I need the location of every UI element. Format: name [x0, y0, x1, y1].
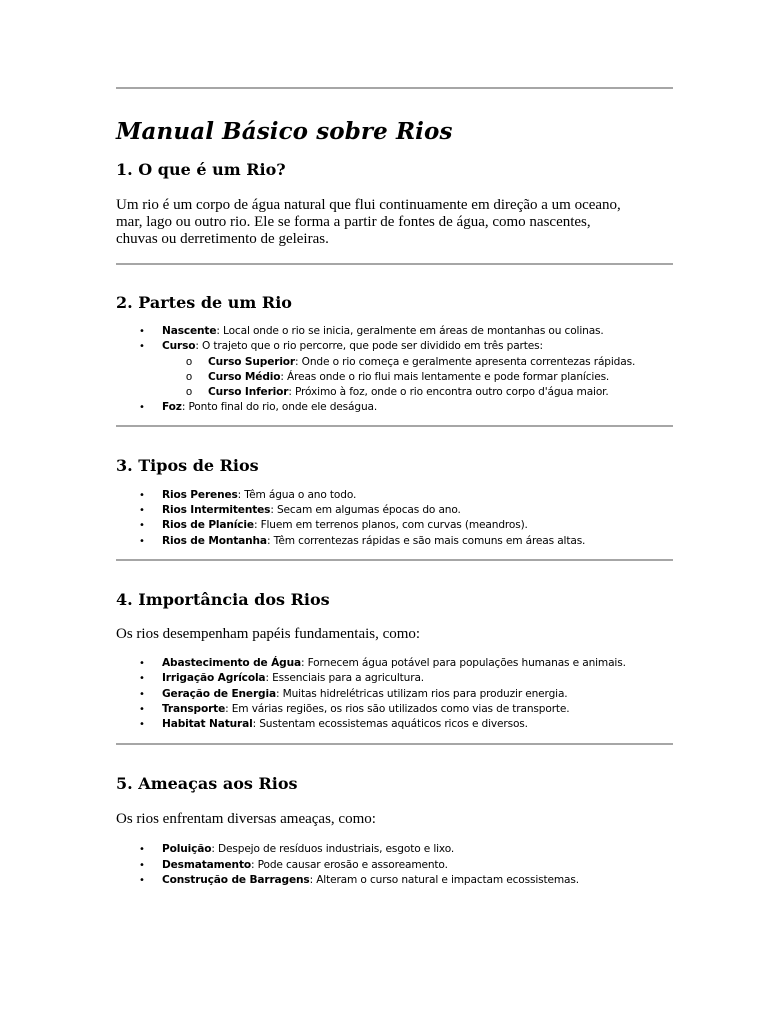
- section-5-intro: Os rios enfrentam diversas ameaças, como:: [116, 811, 376, 828]
- list-item-text: : Local onde o rio se inicia, geralmente em áreas de montanhas ou colinas.: [216, 325, 604, 337]
- horizontal-rule: [116, 743, 673, 745]
- section-1-paragraph: [116, 197, 673, 248]
- circle-bullet-icon: o: [186, 386, 192, 399]
- sublist-item-term: Curso Superior: [208, 355, 296, 368]
- section-heading-2: 2. Partes de um Rio: [116, 293, 292, 312]
- bullet-icon: •: [139, 402, 145, 414]
- paragraph-line: Um rio é um corpo de água natural que flui continuamente em direção a um oceano,: [116, 197, 621, 213]
- bullet-icon: •: [139, 520, 145, 532]
- list-item-term: Rios de Planície: [162, 519, 254, 532]
- bullet-icon: •: [139, 719, 145, 731]
- horizontal-rule: [116, 263, 673, 265]
- list-item-text: : Em várias regiões, os rios são utilizados como vias de transporte.: [225, 702, 570, 715]
- bullet-icon: •: [139, 859, 145, 871]
- horizontal-rule: [116, 559, 673, 561]
- list-item: [116, 518, 673, 533]
- parts-list: [116, 324, 673, 416]
- document-title: Manual Básico sobre Rios: [116, 118, 453, 145]
- list-item-term: Poluição: [162, 843, 212, 856]
- list-item: [116, 656, 673, 671]
- list-item-text: : Alteram o curso natural e impactam ecossistemas.: [309, 874, 579, 887]
- sublist-item-text: : Onde o rio começa e geralmente apresenta correntezas rápidas.: [295, 355, 636, 368]
- bullet-icon: •: [139, 688, 145, 700]
- list-item-text: : Pode causar erosão e assoreamento.: [251, 858, 448, 871]
- list-item-text: : Têm correntezas rápidas e são mais comuns em áreas altas.: [266, 534, 586, 547]
- bullet-icon: •: [139, 505, 145, 517]
- list-item: [116, 534, 673, 549]
- sublist-item-term: Curso Médio: [208, 370, 281, 383]
- list-item-text: : Têm água o ano todo.: [237, 488, 357, 501]
- horizontal-rule: [116, 425, 673, 427]
- bullet-icon: •: [139, 844, 145, 856]
- section-heading-5: 5. Ameaças aos Rios: [116, 774, 298, 794]
- list-item-text: : Fornecem água potável para populações humanas e animais.: [300, 656, 626, 669]
- document-page: [116, 0, 673, 888]
- list-item: [116, 324, 673, 339]
- section-4-intro: Os rios desempenham papéis fundamentais, como:: [116, 625, 421, 642]
- list-item: [116, 400, 673, 415]
- importance-list: [116, 656, 673, 732]
- list-item-term: Curso: [162, 340, 196, 353]
- list-item-text: : Ponto final do rio, onde ele deságua.: [181, 401, 378, 414]
- list-item: [116, 858, 673, 873]
- section-heading-1: 1. O que é um Rio?: [116, 160, 286, 179]
- bullet-icon: •: [139, 326, 145, 337]
- sublist-item: [116, 355, 673, 370]
- list-item-text: : Muitas hidrelétricas utilizam rios para produzir energia.: [275, 687, 568, 700]
- river-types-list: [116, 488, 673, 549]
- list-item-term: Nascente: [162, 325, 217, 337]
- circle-bullet-icon: o: [186, 355, 192, 368]
- course-sublist: [162, 355, 673, 401]
- bullet-icon: •: [139, 673, 145, 685]
- list-item-text: : Secam em algumas épocas do ano.: [270, 504, 461, 517]
- list-item: [116, 842, 673, 857]
- horizontal-rule: [116, 87, 673, 89]
- list-item-term: Desmatamento: [162, 858, 251, 871]
- section-heading-4: 4. Importância dos Rios: [116, 589, 330, 609]
- paragraph-line: mar, lago ou outro rio. Ele se forma a partir de fontes de água, como nascentes,: [116, 214, 591, 230]
- sublist-item-text: : Áreas onde o rio flui mais lentamente e pode formar planícies.: [280, 370, 610, 383]
- list-item-term: Rios Perenes: [162, 488, 238, 501]
- list-item-text: : Sustentam ecossistemas aquáticos ricos e diversos.: [252, 718, 528, 731]
- list-item: [116, 671, 673, 686]
- threats-list: [116, 842, 673, 888]
- sublist-item-text: : Próximo à foz, onde o rio encontra outro corpo d'água maior.: [288, 386, 609, 399]
- list-item-term: Abastecimento de Água: [162, 656, 301, 669]
- list-item: [116, 488, 673, 503]
- list-item-term: Geração de Energia: [162, 687, 276, 700]
- list-item-term: Transporte: [162, 702, 226, 715]
- paragraph-line: chuvas ou derretimento de geleiras.: [116, 231, 329, 247]
- section-heading-3: 3. Tipos de Rios: [116, 455, 259, 475]
- list-item-text: : Fluem em terrenos planos, com curvas (meandros).: [253, 519, 528, 532]
- list-item-term: Foz: [162, 401, 182, 414]
- list-item-text: : Despejo de resíduos industriais, esgoto e lixo.: [211, 843, 455, 856]
- list-item-term: Rios Intermitentes: [162, 504, 271, 517]
- list-item: [116, 873, 673, 888]
- bullet-icon: •: [139, 875, 145, 887]
- list-item: [116, 702, 673, 717]
- bullet-icon: •: [139, 489, 145, 501]
- bullet-icon: •: [139, 341, 145, 353]
- sublist-item: [116, 370, 673, 385]
- list-item: [116, 687, 673, 702]
- list-item-term: Rios de Montanha: [162, 534, 267, 547]
- sublist-item: [116, 385, 673, 400]
- bullet-icon: •: [139, 703, 145, 715]
- list-item-term: Habitat Natural: [162, 718, 253, 731]
- list-item: [116, 717, 673, 732]
- list-item-term: Irrigação Agrícola: [162, 672, 266, 685]
- list-item-term: Construção de Barragens: [162, 874, 310, 887]
- list-item-text: : Essenciais para a agricultura.: [265, 672, 424, 685]
- list-item: [116, 503, 673, 518]
- list-item-text: : O trajeto que o rio percorre, que pode ser dividido em três partes:: [195, 340, 543, 353]
- list-item: [116, 339, 673, 400]
- bullet-icon: •: [139, 535, 145, 547]
- circle-bullet-icon: o: [186, 370, 192, 383]
- sublist-item-term: Curso Inferior: [208, 386, 289, 399]
- bullet-icon: •: [139, 657, 145, 669]
